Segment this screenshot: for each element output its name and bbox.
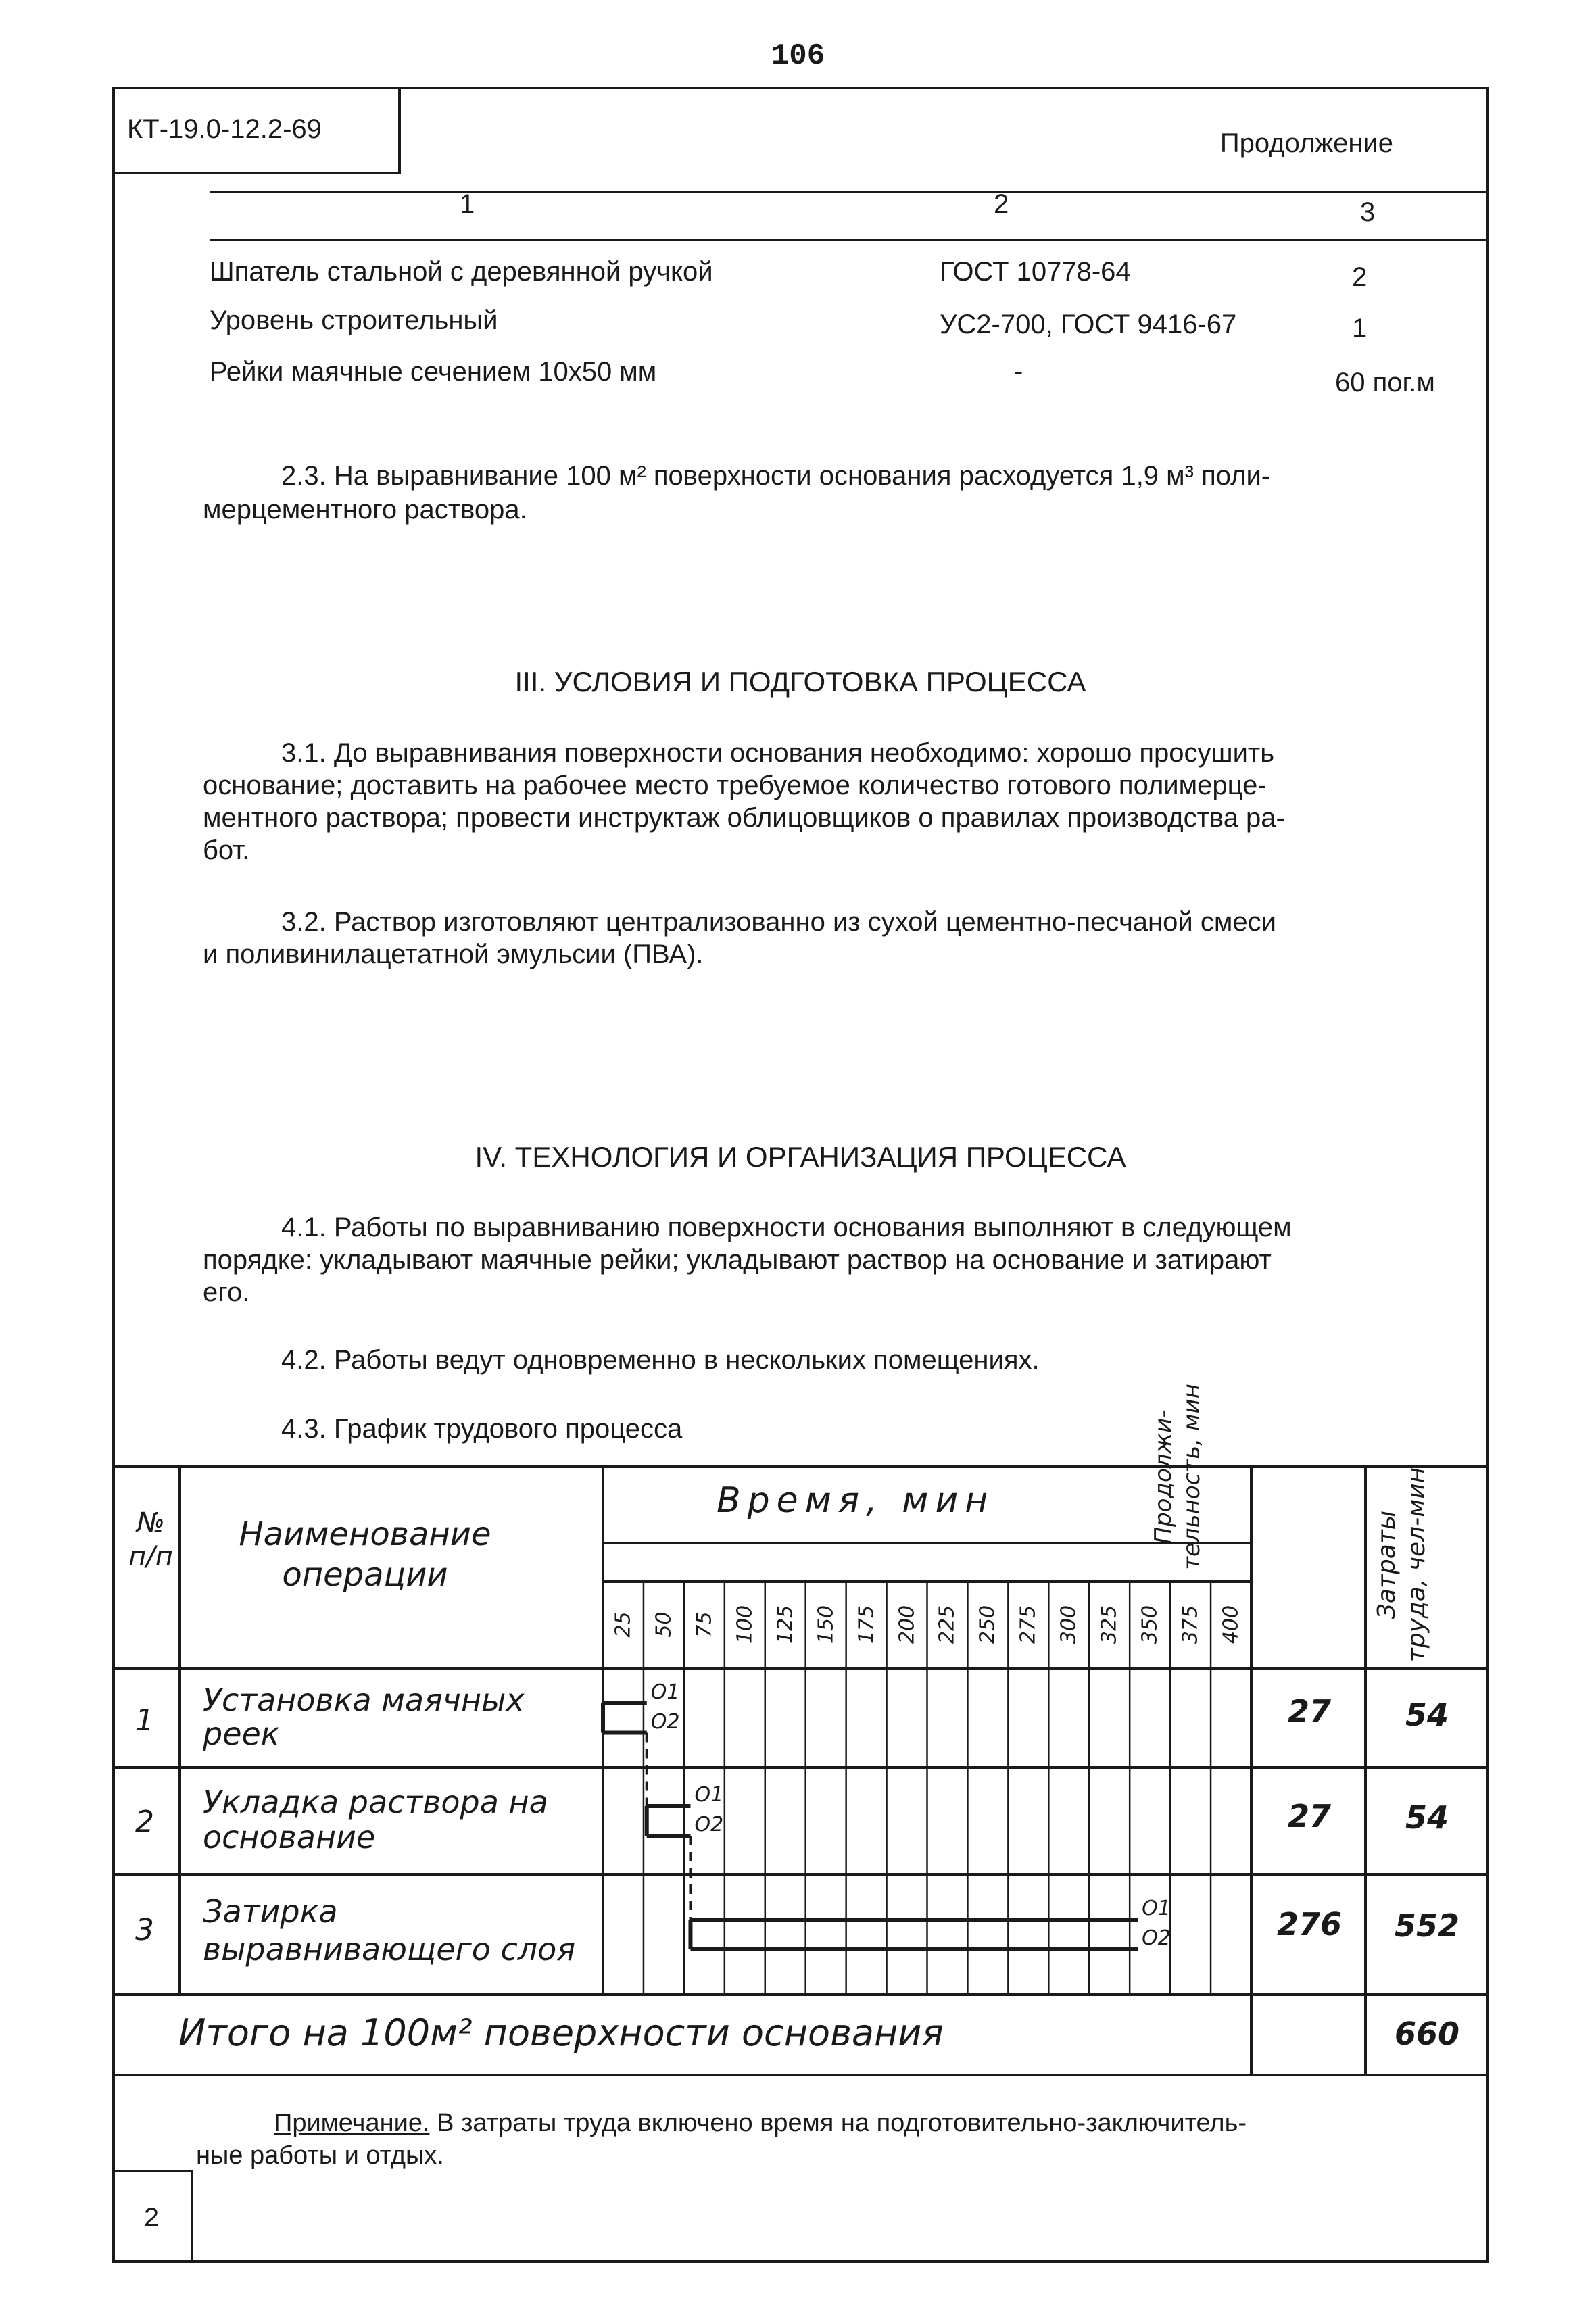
labor-value: 552 <box>1394 1907 1460 1944</box>
row-number: 1 <box>135 1703 154 1738</box>
paragraph-4-1: его. <box>203 1277 250 1307</box>
row-number: 3 <box>135 1913 154 1947</box>
paragraph-4-1: порядке: укладывают маячные рейки; укладывают раствор на основание и затирают <box>203 1245 1272 1275</box>
time-tick-label: 50 <box>652 1611 676 1638</box>
operation-name: Установка маячных реек <box>203 1682 525 1752</box>
time-tick-label: 75 <box>692 1611 717 1638</box>
note-body: В затраты труда включено время на подготовительно-заключитель- <box>429 2109 1247 2137</box>
paragraph-3-1: бот. <box>203 835 250 865</box>
time-tick-label: 100 <box>733 1605 757 1644</box>
material-qty: 60 пог.м <box>1335 368 1435 397</box>
time-tick-label: 150 <box>814 1605 838 1644</box>
time-tick-label: 325 <box>1097 1605 1121 1644</box>
time-tick-label: 300 <box>1057 1605 1081 1644</box>
total-value: 660 <box>1394 2016 1460 2052</box>
worker-label: О1 <box>650 1680 680 1704</box>
duration-value: 27 <box>1287 1798 1331 1834</box>
worker-label: О2 <box>1142 1926 1171 1950</box>
paragraph-3-2: и поливинилацетатной эмульсии (ПВА). <box>203 940 704 969</box>
time-tick-label: 350 <box>1138 1605 1162 1644</box>
time-tick-label: 175 <box>854 1605 879 1644</box>
total-label: Итого на 100м² поверхности основания <box>178 2012 944 2054</box>
time-grid-lines <box>644 1582 1211 1995</box>
operation-name: Укладка раствора на основание <box>203 1784 548 1855</box>
paragraph-4-1: 4.1. Работы по выравниванию поверхности основания выполняют в следующем <box>281 1213 1292 1242</box>
section-4-title: IV. ТЕХНОЛОГИЯ И ОРГАНИЗАЦИЯ ПРОЦЕССА <box>475 1141 1126 1173</box>
continuation-label: Продолжение <box>1219 128 1393 158</box>
materials-col-3: 3 <box>1360 197 1376 227</box>
sheet-number: 2 <box>112 2170 193 2263</box>
labor-value: 54 <box>1405 1799 1449 1836</box>
duration-value: 27 <box>1287 1693 1331 1730</box>
paragraph-2-3-line2: мерцементного раствора. <box>203 495 527 525</box>
worker-label: О1 <box>1142 1897 1171 1920</box>
worker-label: О2 <box>650 1709 680 1734</box>
material-name: Шпатель стальной с деревянной ручкой <box>210 257 713 287</box>
material-name: Уровень строительный <box>210 306 498 335</box>
note-label: Примечание. <box>274 2109 430 2137</box>
duration-value: 276 <box>1276 1906 1343 1943</box>
materials-top-rule <box>210 191 1489 193</box>
worker-label: О2 <box>694 1813 724 1836</box>
column-number-header: № п/п <box>128 1507 173 1572</box>
time-tick-label: 125 <box>773 1605 798 1644</box>
time-tick-label: 375 <box>1178 1605 1203 1644</box>
material-standard: УС2-700, ГОСТ 9416-67 <box>940 310 1237 339</box>
paragraph-4-2: 4.2. Работы ведут одновременно в нескольких помещениях. <box>281 1345 1040 1375</box>
section-3-title: III. УСЛОВИЯ И ПОДГОТОВКА ПРОЦЕССА <box>514 666 1086 698</box>
paragraph-3-1: 3.1. До выравнивания поверхности основания необходимо: хорошо просушить <box>281 738 1275 768</box>
time-tick-label: 275 <box>1016 1605 1040 1644</box>
materials-col-1: 1 <box>460 189 475 219</box>
paragraph-3-1: основание; доставить на рабочее место требуемое количество готового полимерце- <box>203 771 1267 800</box>
time-tick-label: 200 <box>895 1605 919 1644</box>
material-name: Рейки маячные сечением 10x50 мм <box>210 357 657 387</box>
time-tick-label: 225 <box>935 1605 959 1644</box>
time-tick-label: 250 <box>975 1605 1000 1644</box>
time-tick-label: 25 <box>611 1611 635 1638</box>
page-number: 106 <box>771 39 825 73</box>
operation-name: Затирка выравнивающего слоя <box>203 1893 575 1968</box>
column-labor-header: Затраты труда, чел-мин <box>1373 1467 1430 1663</box>
time-tick-label: 400 <box>1219 1605 1243 1644</box>
material-qty: 2 <box>1352 262 1368 292</box>
materials-header-rule <box>210 239 1489 241</box>
column-time-header: Время, мин <box>717 1480 995 1521</box>
column-operation-header: Наименование операции <box>239 1515 491 1594</box>
paragraph-2-3-line1: 2.3. На выравнивание 100 м² поверхности основания расходуется 1,9 м³ поли- <box>281 461 1271 491</box>
paragraph-4-3: 4.3. График трудового процесса <box>281 1414 683 1444</box>
materials-col-2: 2 <box>994 189 1009 219</box>
note-text <box>274 2107 1247 2139</box>
row-number: 2 <box>135 1805 154 1839</box>
paragraph-3-2: 3.2. Раствор изготовляют централизованно из сухой цементно-песчаной смеси <box>281 907 1276 937</box>
document-code: КТ-19.0-12.2-69 <box>112 87 401 174</box>
material-standard: ГОСТ 10778-64 <box>940 257 1131 287</box>
worker-label: О1 <box>694 1783 724 1807</box>
paragraph-3-1: ментного раствора; провести инструктаж облицовщиков о правилах производства ра- <box>203 803 1285 833</box>
note-text-2: ные работы и отдых. <box>196 2141 444 2170</box>
labor-value: 54 <box>1405 1697 1449 1733</box>
column-duration-header: Продолжи-тельность, мин <box>1150 1384 1205 1570</box>
material-qty: 1 <box>1352 314 1368 343</box>
material-standard: - <box>1014 357 1023 387</box>
